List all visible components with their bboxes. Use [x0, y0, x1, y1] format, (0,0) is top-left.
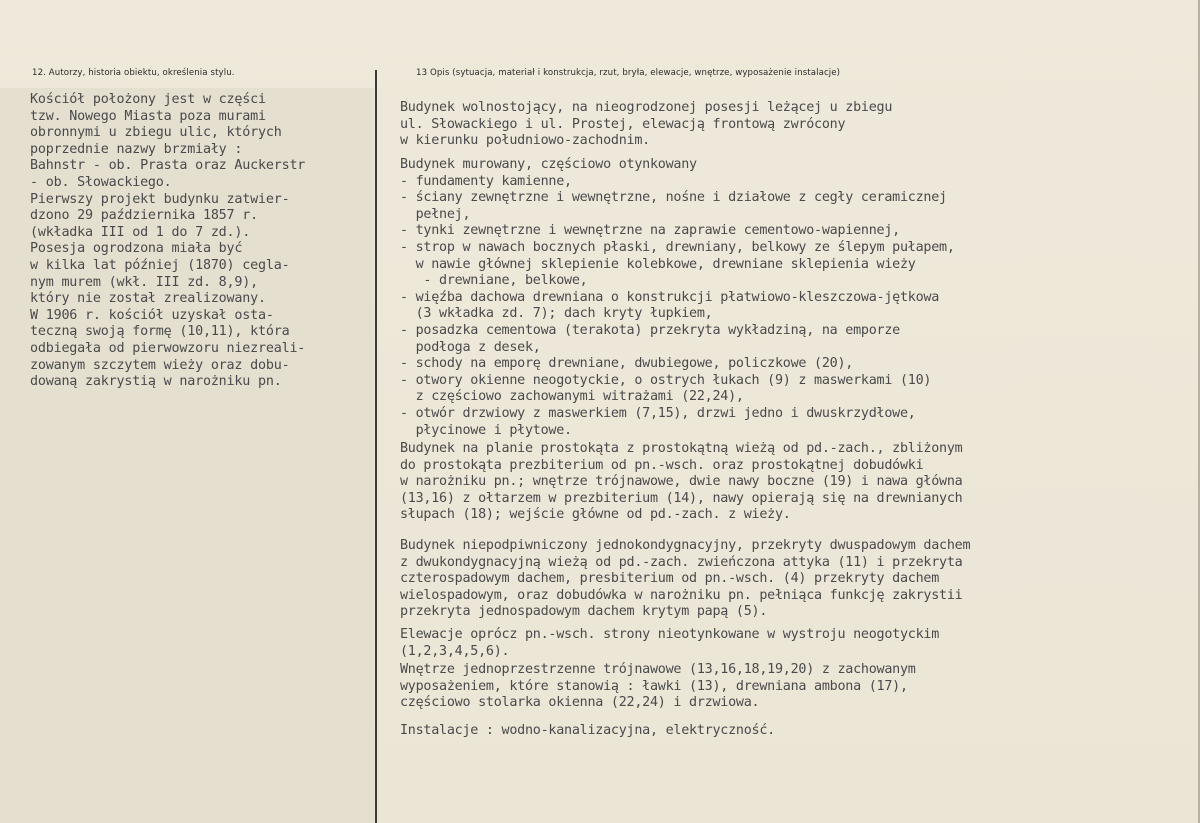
description-paragraph-form: Budynek niepodpiwniczony jednokondygnacyjny, przekryty dwuspadowym dachem z dwukondygnacyjną wieżą od pd.-zach. zwieńczona attyka (11) i przekryta czterospadowym dachem, presbiterium od pn.-wsch. (4) przekryty dachem wielospadowym, oraz dobudówka w narożniku pn. pełniąca funkcję zakrystii przekryta jednospadowym dachem krytym papą (5).	[400, 538, 971, 620]
description-paragraph-plan: Budynek na planie prostokąta z prostokątną wieżą od pd.-zach., zbliżonym do prostokąta prezbiterium od pn.-wsch. oraz prostokątnej dobudówki w narożniku pn.; wnętrze trójnawowe, dwie nawy boczne (19) i nawa główna (13,16) z ołtarzem w prezbiterium (14), nawy opierają się na drewnianych słupach (18); wejście główne od pd.-zach. z wieży.	[400, 441, 963, 523]
description-paragraph-interior: Wnętrze jednoprzestrzenne trójnawowe (13,16,18,19,20) z zachowanym wyposażeniem, które stanowią : ławki (13), drewniana ambona (17), częściowo stolarka okienna (22,24) i drzwiowa.	[400, 662, 916, 711]
history-text: Kościół położony jest w części tzw. Nowego Miasta poza murami obronnymi u zbiegu ulic, których poprzednie nazwy brzmiały : Bahnstr - ob. Prasta oraz Auckerstr - ob. Słowackiego. Pierwszy projekt budynku zatwier- dzono 29 października 1857 r. (wkładka III od 1 do 7 zd.). Posesja ogrodzona miała być w kilka lat później (1870) cegla- nym murem (wkł. III zd. 8,9), który nie został zrealizowany. W 1906 r. kościół uzyskał osta- teczną swoją formę (10,11), która odbiegała od pierwowzoru niezreali- zowanym szczytem wieży oraz dobu- dowaną zakrystią w narożniku pn.	[30, 92, 306, 390]
description-paragraph-construction: Budynek murowany, częściowo otynkowany - fundamenty kamienne, - ściany zewnętrzne i wewnętrzne, nośne i działowe z cegły ceramicznej pełnej, - tynki zewnętrzne i wewnętrzne na zaprawie cementowo-wapiennej, - strop w nawach bocznych płaski, drewniany, belkowy ze ślepym pułapem, w nawie głównej sklepienie kolebkowe, drewniane sklepienia wieży - drewniane, belkowe, - więźba dachowa drewniana o konstrukcji płatwiowo-kleszczowa-jętkowa (3 wkładka zd. 7); dach kryty łupkiem, - posadzka cementowa (terakota) przekryta wykładziną, na emporze podłoga z desek, - schody na emporę drewniane, dwubiegowe, policzkowe (20), - otwory okienne neogotyckie, o ostrych łukach (9) z maswerkami (10) z częściowo zachowanymi witrażami (22,24), - otwór drzwiowy z maswerkiem (7,15), drzwi jedno i dwuskrzydłowe, płycinowe i płytowe.	[400, 157, 955, 438]
left-section-header: 12. Autorzy, historia obiektu, określenia stylu.	[32, 68, 235, 78]
right-section-header: 13 Opis (sytuacja, materiał i konstrukcja, rzut, bryła, elewacje, wnętrze, wyposażenie instalacje)	[416, 68, 841, 78]
description-paragraph-location: Budynek wolnostojący, na nieogrodzonej posesji leżącej u zbiegu ul. Słowackiego i ul. Prostej, elewacją frontową zwrócony w kierunku południowo-zachodnim.	[400, 100, 893, 149]
description-paragraph-installations: Instalacje : wodno-kanalizacyjna, elektryczność.	[400, 723, 775, 738]
column-divider	[375, 70, 377, 823]
description-paragraph-elevations: Elewacje oprócz pn.-wsch. strony nieotynkowane w wystroju neogotyckim (1,2,3,4,5,6).	[400, 627, 940, 659]
